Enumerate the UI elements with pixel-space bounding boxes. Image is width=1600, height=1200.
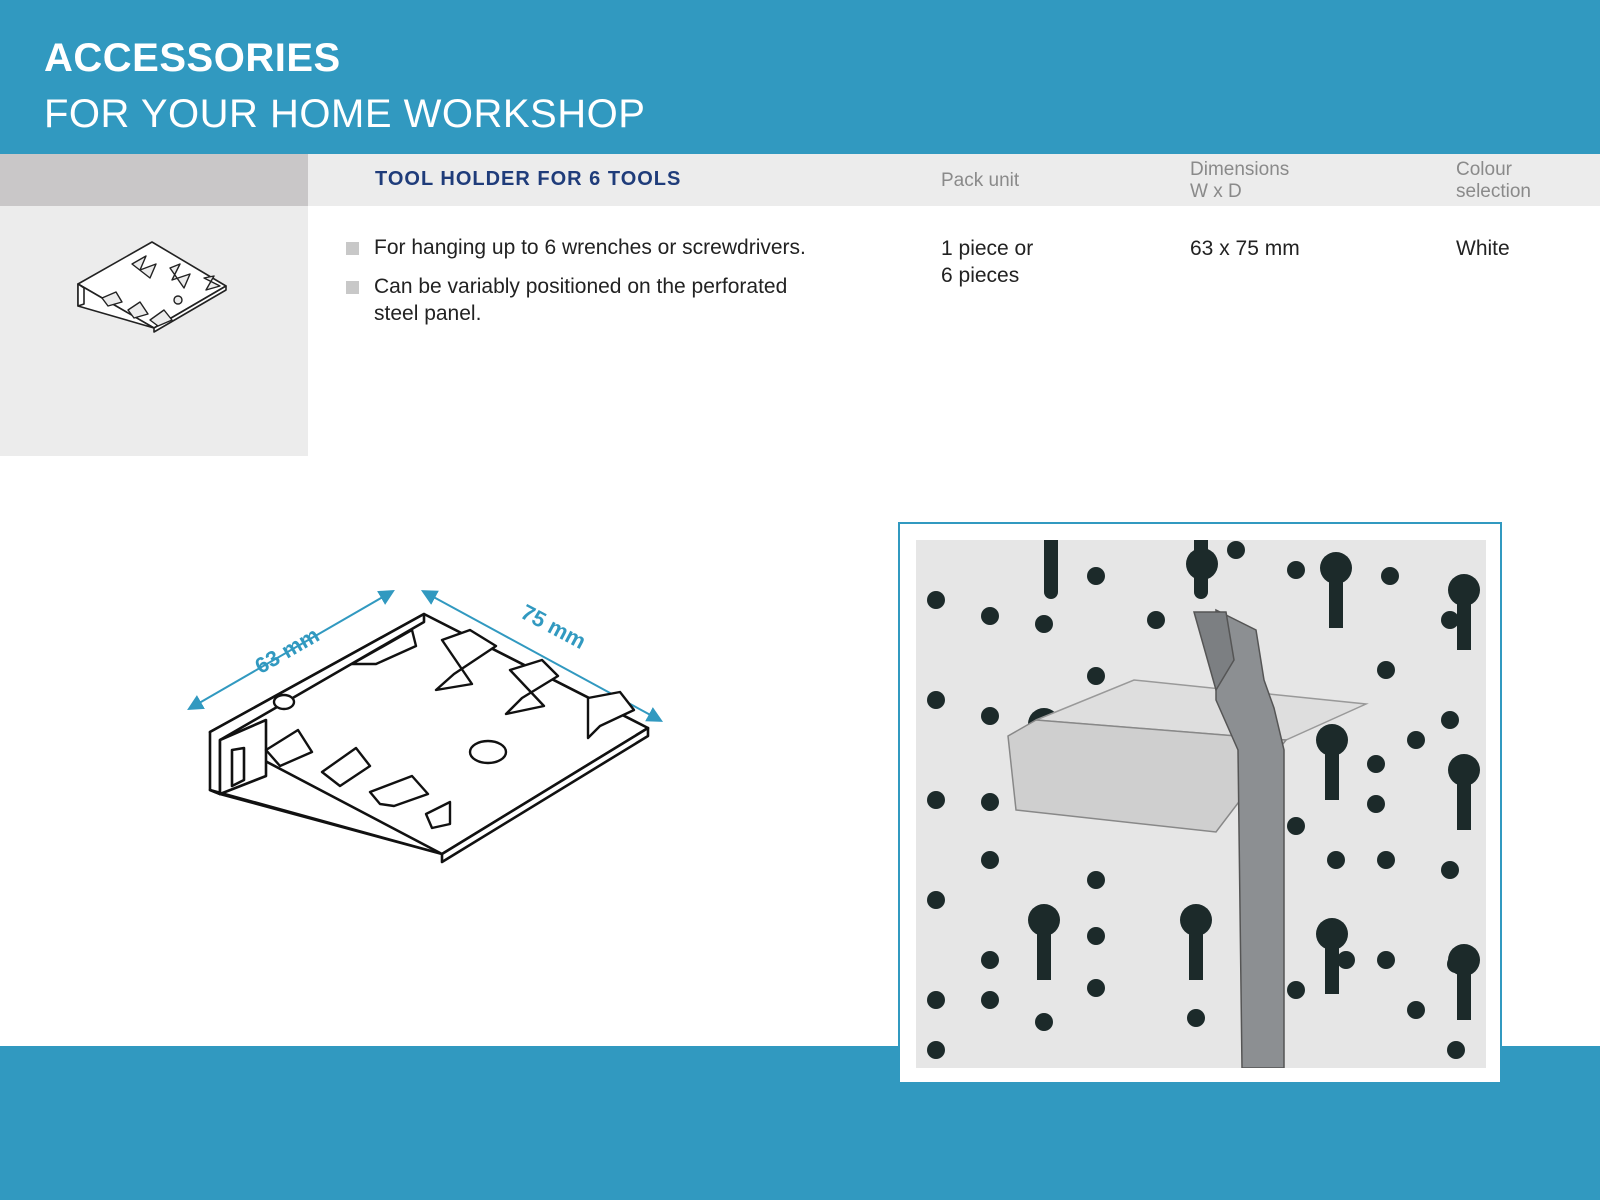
product-header-band bbox=[0, 154, 1600, 206]
page-subtitle: FOR YOUR HOME WORKSHOP bbox=[44, 92, 646, 136]
feature-item: Can be variably positioned on the perforated steel panel. bbox=[346, 273, 826, 327]
feature-list bbox=[346, 234, 826, 339]
product-thumbnail-panel bbox=[0, 206, 308, 456]
dimensions-header-line2: W x D bbox=[1190, 181, 1242, 202]
dimensions-header bbox=[1190, 159, 1289, 203]
colour-header-line1: Colour bbox=[1456, 159, 1512, 180]
tool-holder-thumbnail bbox=[0, 206, 308, 456]
bullet-square-icon bbox=[346, 242, 359, 255]
pegboard-with-wrench-photo bbox=[916, 540, 1486, 1068]
product-title: TOOL HOLDER FOR 6 TOOLS bbox=[375, 168, 682, 190]
page-header bbox=[0, 0, 1600, 154]
dimensions-value: 63 x 75 mm bbox=[1190, 237, 1300, 260]
tool-holder-dimension-drawing bbox=[180, 580, 700, 900]
product-photo bbox=[916, 540, 1486, 1068]
depth-label: 75 mm bbox=[516, 599, 591, 654]
colour-header bbox=[1456, 159, 1531, 203]
colour-value: White bbox=[1456, 237, 1510, 260]
page-title: ACCESSORIES bbox=[44, 36, 341, 80]
width-label: 63 mm bbox=[250, 622, 324, 679]
colour-header-line2: selection bbox=[1456, 181, 1531, 202]
bullet-square-icon bbox=[346, 281, 359, 294]
product-photo-frame bbox=[898, 522, 1502, 1084]
dimensions-header-line1: Dimensions bbox=[1190, 159, 1290, 180]
feature-item: For hanging up to 6 wrenches or screwdrivers. bbox=[346, 234, 826, 261]
band-left-block bbox=[0, 154, 308, 206]
pack-unit-value: 1 piece or 6 pieces bbox=[941, 237, 1034, 287]
pack-unit-header: Pack unit bbox=[941, 170, 1020, 191]
